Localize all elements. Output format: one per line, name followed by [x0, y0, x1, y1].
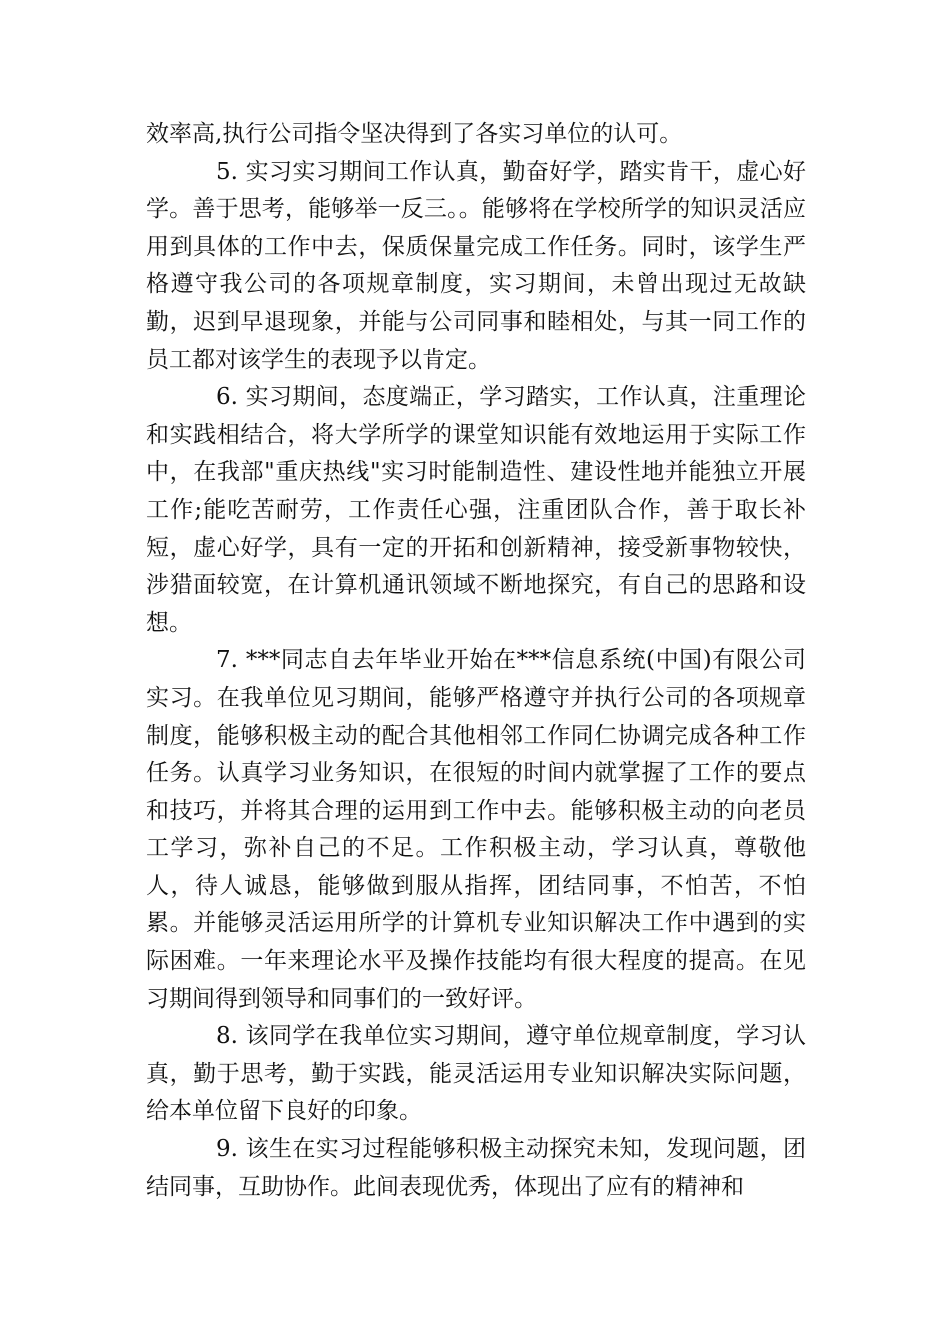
- paragraph-item-7: 7. ***同志自去年毕业开始在***信息系统(中国)有限公司实习。在我单位见习期间，能够严格遵守并执行公司的各项规章制度，能够积极主动的配合其他相邻工作同仁协调完成各种工作任务。认真学习业务知识，在很短的时间内就掌握了工作的要点和技巧，并将其合理的运用到工作中去。能够积极主动的向老员工学习，弥补自己的不足。工作积极主动，学习认真，尊敬他人，待人诚恳，能够做到服从指挥，团结同事，不怕苦，不怕累。并能够灵活运用所学的计算机专业知识解决工作中遇到的实际困难。一年来理论水平及操作技能均有很大程度的提高。在见习期间得到领导和同事们的一致好评。: [146, 647, 806, 1012]
- paragraph-continuation: 效率高,执行公司指令坚决得到了各实习单位的认可。: [146, 121, 683, 147]
- paragraph-item-9: 9. 该生在实习过程能够积极主动探究未知，发现问题，团结同事，互助协作。此间表现优秀，体现出了应有的精神和: [146, 1136, 806, 1200]
- paragraph-item-8: 8. 该同学在我单位实习期间，遵守单位规章制度，学习认真，勤于思考，勤于实践，能灵活运用专业知识解决实际问题，给本单位留下良好的印象。: [146, 1023, 806, 1125]
- paragraph-item-5: 5. 实习实习期间工作认真，勤奋好学，踏实肯干，虚心好学。善于思考，能够举一反三。。能够将在学校所学的知识灵活应用到具体的工作中去，保质保量完成工作任务。同时，该学生严格遵守我公司的各项规章制度，实习期间，未曾出现过无故缺勤，迟到早退现象，并能与公司同事和睦相处，与其一同工作的员工都对该学生的表现予以肯定。: [146, 158, 806, 373]
- document-body: [146, 116, 806, 1206]
- paragraph-item-6: 6. 实习期间，态度端正，学习踏实，工作认真，注重理论和实践相结合，将大学所学的课堂知识能有效地运用于实际工作中，在我部"重庆热线"实习时能制造性、建设性地并能独立开展工作;能吃苦耐劳，工作责任心强，注重团队合作，善于取长补短，虚心好学，具有一定的开拓和创新精神，接受新事物较快，涉猎面较宽，在计算机通讯领域不断地探究，有自己的思路和设想。: [146, 384, 806, 636]
